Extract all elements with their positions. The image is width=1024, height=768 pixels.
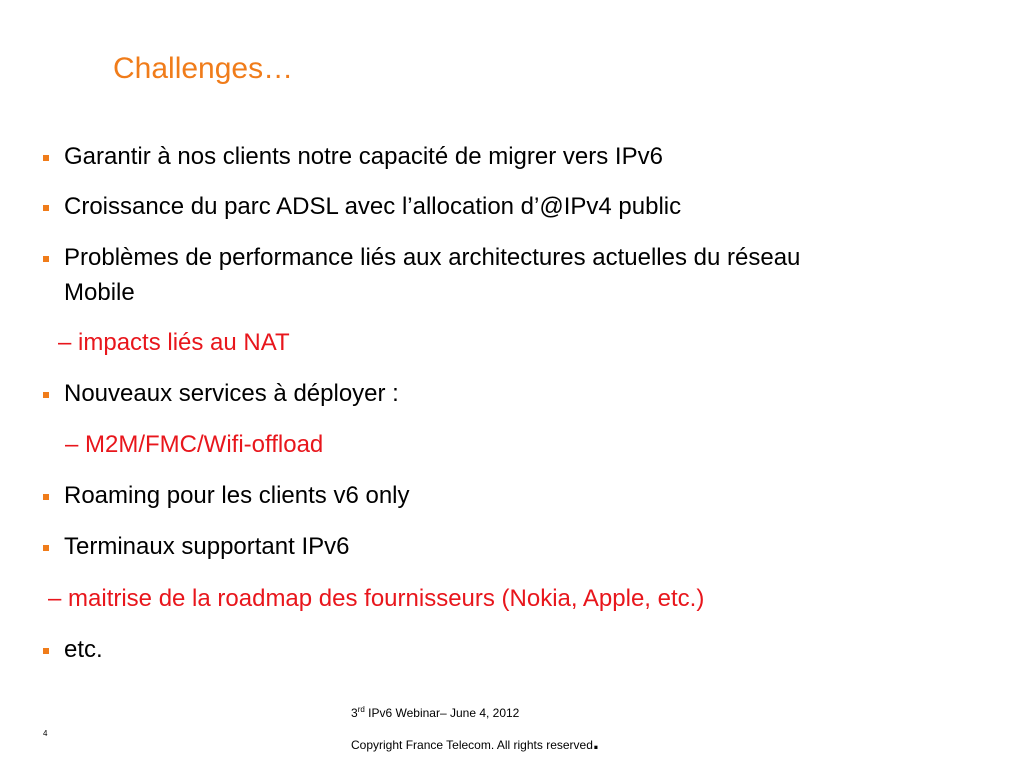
sub-item: – M2M/FMC/Wifi-offload bbox=[65, 431, 324, 458]
square-bullet-icon bbox=[43, 392, 49, 398]
square-bullet-icon bbox=[43, 256, 49, 262]
bullet-text: Mobile bbox=[64, 279, 135, 306]
footer-copyright bbox=[351, 729, 600, 754]
square-bullet-icon bbox=[43, 155, 49, 161]
bullet-text: Problèmes de performance liés aux architectures actuelles du réseau bbox=[64, 244, 801, 271]
footer-webinar-superscript: rd bbox=[357, 705, 365, 714]
bullet-text: Roaming pour les clients v6 only bbox=[64, 482, 410, 509]
footer-copyright-dot: . bbox=[592, 729, 600, 754]
bullet-text: Croissance du parc ADSL avec l’allocation d’@IPv4 public bbox=[64, 193, 682, 220]
square-bullet-icon bbox=[43, 545, 49, 551]
bullet-text: Terminaux supportant IPv6 bbox=[64, 533, 350, 560]
bullet-text: Garantir à nos clients notre capacité de migrer vers IPv6 bbox=[64, 143, 663, 170]
footer-copyright-text: Copyright France Telecom. All rights reserved bbox=[351, 738, 593, 752]
slide-title: Challenges… bbox=[113, 52, 294, 85]
footer-webinar-number: 3 bbox=[351, 706, 358, 720]
square-bullet-icon bbox=[43, 494, 49, 500]
square-bullet-icon bbox=[43, 648, 49, 654]
bullet-text: Nouveaux services à déployer : bbox=[64, 380, 399, 407]
footer-webinar bbox=[351, 705, 519, 720]
bullet-text: etc. bbox=[64, 636, 103, 663]
page-number: 4 bbox=[43, 729, 48, 738]
footer-webinar-text: IPv6 Webinar– June 4, 2012 bbox=[364, 706, 520, 720]
sub-item: – maitrise de la roadmap des fournisseurs (Nokia, Apple, etc.) bbox=[48, 585, 705, 612]
sub-item: – impacts liés au NAT bbox=[58, 329, 290, 356]
square-bullet-icon bbox=[43, 205, 49, 211]
